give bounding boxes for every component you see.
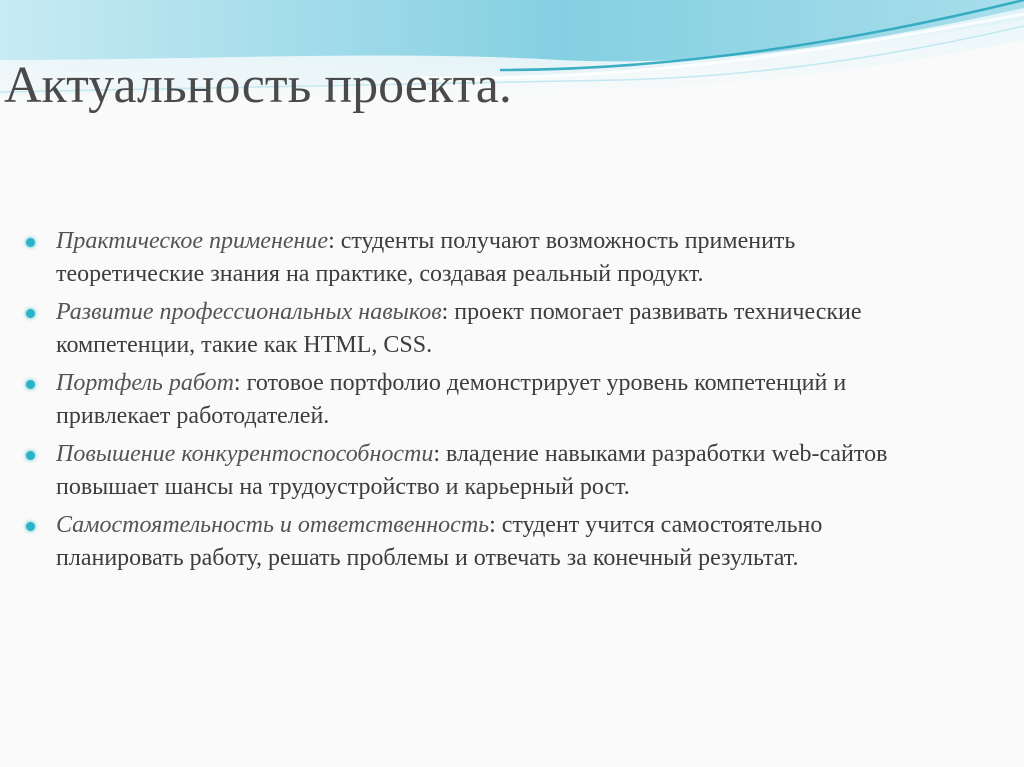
bullet-dot-icon — [26, 522, 35, 531]
bullet-term: Повышение конкурентоспособности — [56, 441, 434, 467]
slide-title: Актуальность проекта. — [4, 57, 512, 114]
bullet-dot-icon — [26, 238, 35, 247]
bullet-dot-icon — [26, 380, 35, 389]
bullet-text: : готовое портфолио демонстрирует уровень компетенций и привлекает работодателей. — [56, 370, 847, 429]
bullet-term: Самостоятельность и ответственность — [56, 512, 490, 538]
bullet-list — [26, 225, 906, 580]
bullet-text: : студент учится самостоятельно планировать работу, решать проблемы и отвечать за конечный результат. — [56, 512, 823, 571]
bullet-term: Портфель работ — [56, 370, 234, 396]
bullet-text: : студенты получают возможность применить теоретические знания на практике, создавая реальный продукт. — [56, 228, 796, 287]
bullet-item-portfolio — [26, 367, 906, 433]
bullet-text: : владение навыками разработки web-сайтов повышает шансы на трудоустройство и карьерный рост. — [56, 441, 888, 500]
bullet-item-practical-application — [26, 225, 906, 291]
bullet-item-independence — [26, 509, 906, 575]
bullet-item-competitiveness — [26, 438, 906, 504]
bullet-dot-icon — [26, 451, 35, 460]
bullet-term: Развитие профессиональных навыков — [56, 299, 442, 325]
bullet-text: : проект помогает развивать технические компетенции, такие как HTML, CSS. — [56, 299, 862, 358]
bullet-term: Практическое применение — [56, 228, 329, 254]
bullet-item-professional-skills — [26, 296, 906, 362]
bullet-dot-icon — [26, 309, 35, 318]
